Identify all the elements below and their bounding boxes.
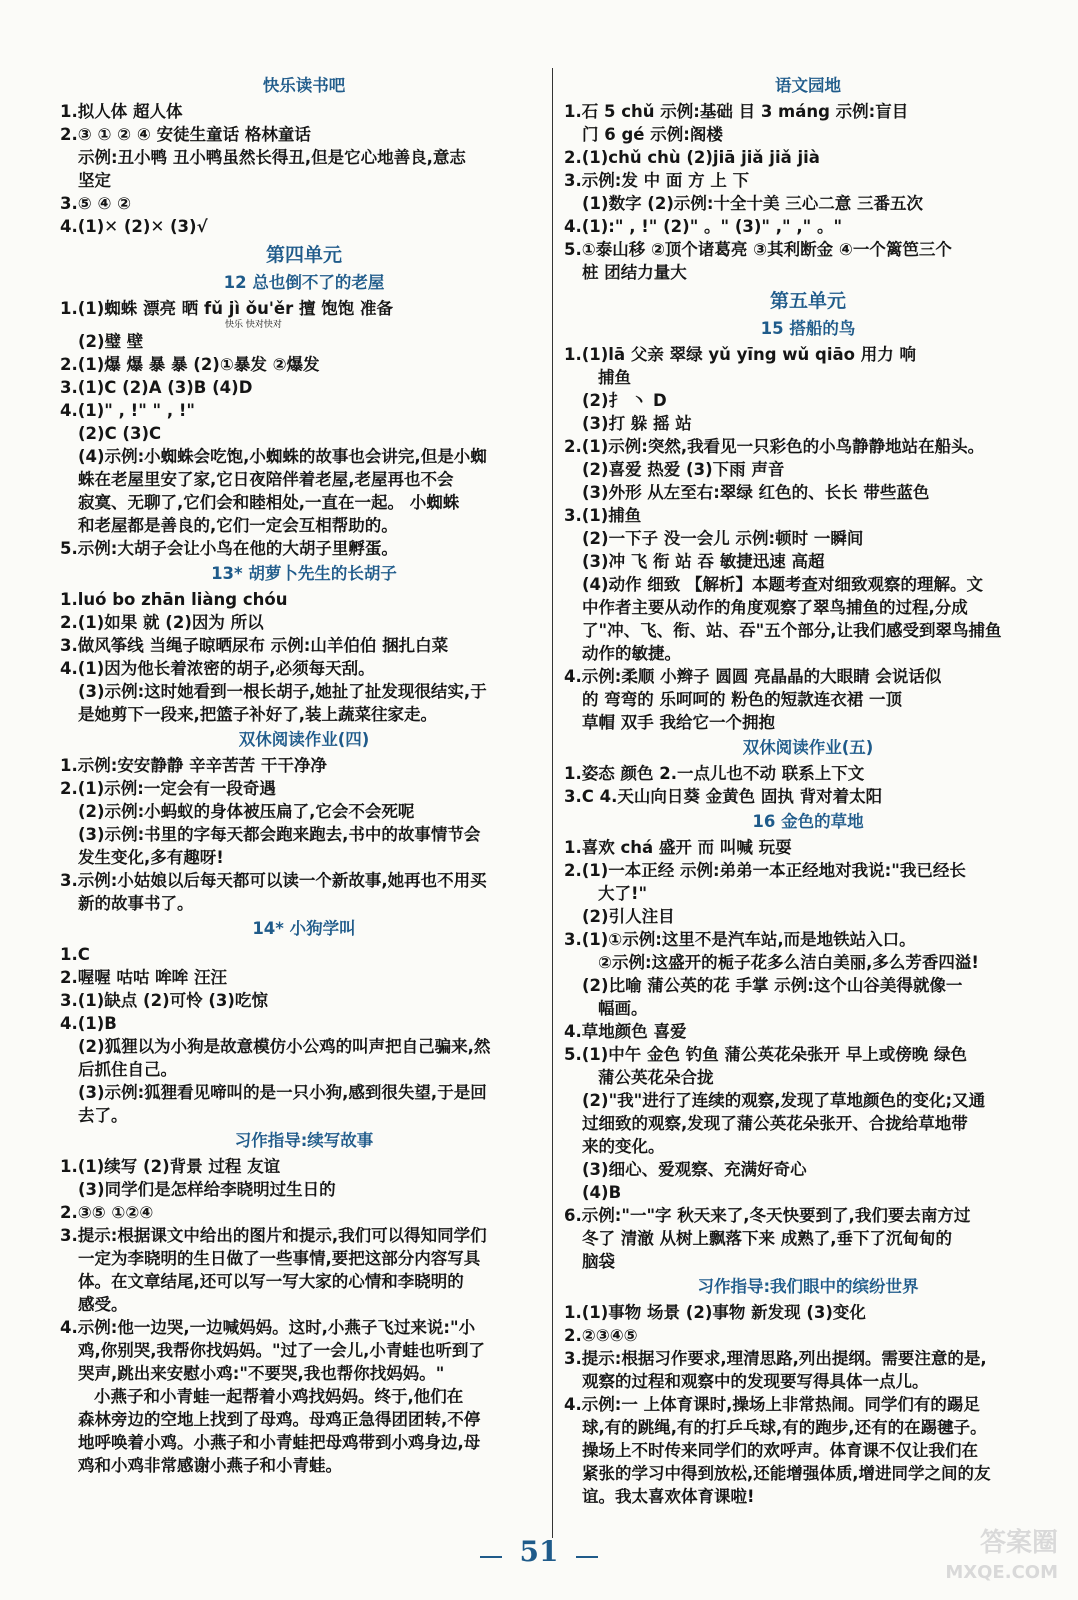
answer-line: 4.示例:他一边哭,一边喊妈妈。这时,小燕子飞过来说:"小 (60, 1318, 476, 1337)
column-divider (552, 68, 553, 1538)
answer-line: 4.示例:一 上体育课时,操场上非常热闹。同学们有的踢足 (564, 1395, 980, 1414)
answer-line: 1.石 5 chǔ 示例:基础 目 3 máng 示例:盲目 (564, 102, 909, 121)
answer-line: 4.(1):" , !" (2)" 。" (3)" ," ," 。" (564, 217, 843, 236)
answer-line: 幅画。 (598, 999, 648, 1018)
answer-line: 新的故事书了。 (78, 894, 194, 913)
answer-line: (2)喜爱 热爱 (3)下雨 声音 (582, 460, 785, 479)
unit-title: 第五单元 (769, 290, 846, 312)
answer-line: 观察的过程和观察中的发现要写得具体一点儿。 (582, 1372, 929, 1391)
watermark-text: 答案圈 (979, 1528, 1058, 1558)
answer-line: 2.(1)示例:一定会有一段奇遇 (60, 779, 276, 798)
answer-line: 4.(1)因为他长着浓密的胡子,必须每天刮。 (60, 659, 375, 678)
answer-line: 示例:丑小鸭 丑小鸭虽然长得丑,但是它心地善良,意志 (78, 148, 466, 167)
answer-line: 3.示例:小姑娘以后每天都可以读一个新故事,她再也不用买 (60, 871, 487, 890)
answer-line: 寂寞、无聊了,它们会和睦相处,一直在一起。 小蜘蛛 (78, 493, 460, 512)
answer-line: (3)示例:狐狸看见啼叫的是一只小狗,感到很失望,于是回 (78, 1083, 487, 1102)
answer-line: (4)示例:小蜘蛛会吃饱,小蜘蛛的故事也会讲完,但是小蜘 (78, 447, 487, 466)
answer-line: 4.(1)B (60, 1014, 117, 1033)
unit-title: 第四单元 (265, 244, 342, 266)
answer-line: 6.示例:"一"字 秋天来了,冬天快要到了,我们要去南方过 (564, 1206, 971, 1225)
answer-line: 蒲公英花朵合拢 (598, 1068, 714, 1087)
answer-line: 1.(1)续写 (2)背景 过程 友谊 (60, 1157, 281, 1176)
answer-line: (4)动作 细致 【解析】本题考查对细致观察的理解。文 (582, 575, 984, 594)
answer-line: (2)一下子 没一会儿 示例:顿时 一瞬间 (582, 529, 864, 548)
answer-line: 来的变化。 (582, 1137, 665, 1156)
answer-line: 4.草地颜色 喜爱 (564, 1022, 687, 1041)
answer-line: (2)璧 壁 (78, 332, 144, 351)
answer-line: 小燕子和小青蛙一起帮着小鸡找妈妈。终于,他们在 (94, 1387, 464, 1406)
answer-line: 鸡,你别哭,我帮你找妈妈。"过了一会儿,小青蛙也听到了 (78, 1341, 485, 1360)
answer-line: 门 6 gé 示例:阁楼 (582, 125, 723, 144)
answer-line: 2.③ ① ② ④ 安徒生童话 格林童话 (60, 125, 311, 144)
section-title: 13* 胡萝卜先生的长胡子 (211, 564, 397, 583)
section-title: 14* 小狗学叫 (252, 919, 356, 938)
answer-line: 1.示例:安安静静 辛辛苦苦 干干净净 (60, 756, 327, 775)
answer-line: (2)C (3)C (78, 424, 162, 443)
answer-line: 草帽 双手 我给它一个拥抱 (582, 713, 775, 732)
section-title: 习作指导:我们眼中的缤纷世界 (697, 1277, 919, 1296)
answer-line: 大了!" (598, 884, 648, 903)
answer-line: 1.(1)lā 父亲 翠绿 yǔ yīng wǔ qiāo 用力 响 (564, 345, 916, 364)
section-title: 双休阅读作业(五) (742, 738, 874, 757)
answer-line: 脑袋 (582, 1252, 615, 1271)
section-title: 习作指导:续写故事 (234, 1131, 374, 1150)
answer-line: 1.C (60, 945, 90, 964)
answer-line: (3)外形 从左至右:翠绿 红色的、长长 带些蓝色 (582, 483, 930, 502)
page-footer (0, 1535, 1078, 1568)
answer-line: (2)狐狸以为小狗是故意模仿小公鸡的叫声把自己骗来,然 (78, 1037, 491, 1056)
answer-line: 3.(1)①示例:这里不是汽车站,而是地铁站入口。 (564, 930, 916, 949)
answer-line: (3)同学们是怎样给李晓明过生日的 (78, 1180, 336, 1199)
footer-dash-right (576, 1556, 598, 1558)
answer-line: 是她剪下一段来,把篮子补好了,装上蔬菜往家走。 (78, 705, 438, 724)
answer-line: (2)引人注目 (582, 907, 675, 926)
answer-line: (4)B (582, 1183, 622, 1202)
answer-line: 一定为李晓明的生日做了一些事情,要把这部分内容写具 (78, 1249, 481, 1268)
answer-line: (2)扌 丶 D (582, 391, 667, 410)
answer-line: 动作的敏捷。 (582, 644, 681, 663)
answer-line: 鸡和小鸡非常感谢小燕子和小青蛙。 (78, 1456, 342, 1475)
answer-line: 3.C 4.天山向日葵 金黄色 固执 背对着太阳 (564, 787, 883, 806)
answer-line: (3)示例:书里的字每天都会跑来跑去,书中的故事情节会 (78, 825, 481, 844)
answer-line: 5.①泰山移 ②顶个诸葛亮 ③其利断金 ④一个篱笆三个 (564, 240, 952, 259)
answer-line: 2.(1)一本正经 示例:弟弟一本正经地对我说:"我已经长 (564, 861, 966, 880)
answer-line: (3)打 躲 摇 站 (582, 414, 692, 433)
answer-line: 中作者主要从动作的角度观察了翠鸟捕鱼的过程,分成 (582, 598, 968, 617)
answer-line: 后抓住自己。 (78, 1060, 177, 1079)
answer-line: 紧张的学习中得到放松,还能增强体质,增进同学之间的友 (582, 1464, 991, 1483)
answer-line: 2.③⑤ ①②④ (60, 1203, 154, 1222)
footer-dash-left (480, 1556, 502, 1558)
answer-line: 2.(1)chǔ chù (2)jiā jiǎ jiǎ jià (564, 148, 820, 167)
answer-line: 2.②③④⑤ (564, 1326, 638, 1345)
section-title: 快乐读书吧 (262, 76, 346, 95)
answer-line: 发生变化,多有趣呀! (78, 848, 224, 867)
answer-line: 捕鱼 (598, 368, 631, 387)
answer-line: 桩 团结力量大 (582, 263, 687, 282)
answer-line: 地呼唤着小鸡。小燕子和小青蛙把母鸡带到小鸡身边,母 (78, 1433, 481, 1452)
answer-line: 冬了 清澈 从树上飘落下来 成熟了,垂下了沉甸甸的 (582, 1229, 953, 1248)
answer-line: 体。在文章结尾,还可以写一写大家的心情和李晓明的 (78, 1272, 464, 1291)
answer-line: 和老屋都是善良的,它们一定会互相帮助的。 (78, 516, 398, 535)
answer-line: ②示例:这盛开的栀子花多么洁白美丽,多么芳香四溢! (598, 953, 979, 972)
answer-line: (2)示例:小蚂蚁的身体被压扁了,它会不会死呢 (78, 802, 415, 821)
answer-line: 谊。我太喜欢体育课啦! (582, 1487, 755, 1506)
answer-line: 3.(1)缺点 (2)可怜 (3)吃惊 (60, 991, 268, 1010)
answer-line: (1)数字 (2)示例:十全十美 三心二意 三番五次 (582, 194, 923, 213)
answer-line: (3)示例:这时她看到一根长胡子,她扯了扯发现很结实,于 (78, 682, 487, 701)
watermark-url: MXQE.COM (945, 1562, 1058, 1583)
answer-line: 坚定 (78, 171, 111, 190)
section-title: 16 金色的草地 (752, 812, 864, 831)
left-column (60, 72, 548, 1477)
answer-line: 3.⑤ ④ ② (60, 194, 132, 213)
answer-line: 5.(1)中午 金色 钓鱼 蒲公英花朵张开 早上或傍晚 绿色 (564, 1045, 968, 1064)
answer-line: 2.(1)示例:突然,我看见一只彩色的小鸟静静地站在船头。 (564, 437, 985, 456)
answer-line: 了"冲、飞、衔、站、吞"五个部分,让我们感受到翠鸟捕鱼 (582, 621, 1002, 640)
answer-line: 的 弯弯的 乐呵呵的 粉色的短款连衣裙 一顶 (582, 690, 902, 709)
answer-line: 蛛在老屋里安了家,它日夜陪伴着老屋,老屋再也不会 (78, 470, 454, 489)
answer-line: 2.(1)爆 爆 暴 暴 (2)①暴发 ②爆发 (60, 355, 320, 374)
answer-line: 3.做风筝线 当绳子晾晒尿布 示例:山羊伯伯 捆扎白菜 (60, 636, 449, 655)
answer-line: 4.(1)" , !" " , !" (60, 401, 196, 420)
answer-line: 哭声,跳出来安慰小鸡:"不要哭,我也帮你找妈妈。" (78, 1364, 445, 1383)
answer-line: 1.姿态 颜色 2.一点儿也不动 联系上下文 (564, 764, 865, 783)
page-number: 51 (519, 1535, 559, 1568)
answer-line: 4.示例:柔顺 小辫子 圆圆 亮晶晶的大眼睛 会说话似 (564, 667, 942, 686)
answer-line: (2)"我"进行了连续的观察,发现了草地颜色的变化;又通 (582, 1091, 986, 1110)
answer-line: 1.喜欢 chá 盛开 而 叫喊 玩耍 (564, 838, 792, 857)
answer-line: (3)细心、爱观察、充满好奇心 (582, 1160, 807, 1179)
answer-line: 1.luó bo zhān liàng chóu (60, 590, 288, 609)
answer-line: 2.(1)如果 就 (2)因为 所以 (60, 613, 264, 632)
answer-line: 3.(1)C (2)A (3)B (4)D (60, 378, 253, 397)
answer-line: 4.(1)✕ (2)✕ (3)√ (60, 217, 208, 236)
answer-line: 5.示例:大胡子会让小鸟在他的大胡子里孵蛋。 (60, 539, 398, 558)
answer-line: 操场上不时传来同学们的欢呼声。体育课不仅让我们在 (582, 1441, 978, 1460)
section-title: 15 搭船的鸟 (760, 319, 856, 338)
answer-line: (2)比喻 蒲公英的花 手掌 示例:这个山谷美得就像一 (582, 976, 963, 995)
answer-line: 1.(1)蜘蛛 漂亮 晒 fǔ jì ǒu'ěr 擅 饱饱 准备 (60, 299, 393, 318)
answer-line: 3.(1)捕鱼 (564, 506, 642, 525)
watermark-logo (945, 1528, 1058, 1588)
right-column (564, 72, 1052, 1508)
answer-line: 1.拟人体 超人体 (60, 102, 183, 121)
section-title: 12 总也倒不了的老屋 (223, 273, 385, 292)
answer-line: 2.喔喔 咕咕 哞哞 汪汪 (60, 968, 227, 987)
answer-line: (3)冲 飞 衔 站 吞 敏捷迅速 高超 (582, 552, 825, 571)
section-title: 语文园地 (775, 76, 841, 95)
answer-line: 去了。 (78, 1106, 128, 1125)
section-title: 双休阅读作业(四) (238, 730, 370, 749)
answer-line: 过细致的观察,发现了蒲公英花朵张开、合拢给草地带 (582, 1114, 968, 1133)
handwritten-note: 快乐 快对快对 (225, 320, 282, 330)
answer-line: 球,有的跳绳,有的打乒乓球,有的跑步,还有的在踢毽子。 (582, 1418, 987, 1437)
answer-line: 3.提示:根据习作要求,理清思路,列出提纲。需要注意的是, (564, 1349, 987, 1368)
answer-line: 感受。 (78, 1295, 128, 1314)
answer-line: 3.提示:根据课文中给出的图片和提示,我们可以得知同学们 (60, 1226, 487, 1245)
answer-line: 1.(1)事物 场景 (2)事物 新发现 (3)变化 (564, 1303, 866, 1322)
answer-line: 3.示例:发 中 面 方 上 下 (564, 171, 750, 190)
answer-line: 森林旁边的空地上找到了母鸡。母鸡正急得团团转,不停 (78, 1410, 481, 1429)
